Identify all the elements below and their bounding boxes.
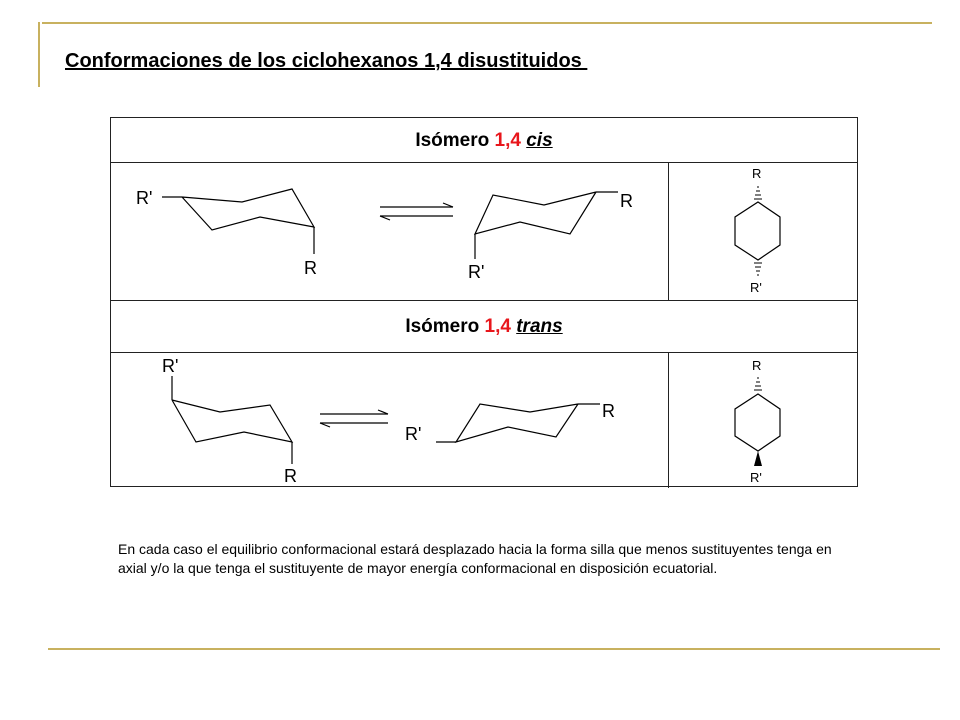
cis-header-kind: cis bbox=[526, 130, 553, 151]
trans-left-r-label: R bbox=[284, 466, 297, 486]
slide-title: Conformaciones de los ciclohexanos 1,4 disustituidos bbox=[65, 50, 588, 72]
trans-header-prefix: Isómero bbox=[405, 316, 485, 337]
trans-equilibrium-arrowhead-reverse bbox=[320, 423, 330, 427]
trans-chair-left-ring bbox=[172, 400, 292, 442]
cis-left-r-label: R bbox=[304, 258, 317, 278]
frame-bottom-rule bbox=[48, 648, 940, 650]
trans-isomer-header bbox=[111, 306, 857, 348]
cis-isomer-header bbox=[111, 120, 857, 162]
trans-equilibrium-arrowhead-forward bbox=[378, 410, 388, 414]
cis-equilibrium-arrowhead-reverse bbox=[380, 216, 390, 220]
cis-chair-left-ring bbox=[182, 189, 314, 230]
trans-chair-equilibrium bbox=[110, 352, 667, 488]
frame-left-rule bbox=[38, 22, 40, 87]
cis-hexagon-rprime-label: R' bbox=[750, 280, 762, 295]
trans-hexagon-rprime-label: R' bbox=[750, 470, 762, 485]
trans-right-rprime-label: R' bbox=[405, 424, 422, 444]
cis-chair-right-ring bbox=[475, 192, 596, 234]
cis-hexagon-structure bbox=[668, 162, 858, 300]
trans-header-kind: trans bbox=[516, 316, 563, 337]
trans-header-number: 1,4 bbox=[484, 316, 511, 337]
trans-hexagon-ring bbox=[735, 394, 780, 451]
trans-hexagon-structure bbox=[668, 352, 858, 488]
cis-equilibrium-arrowhead-forward bbox=[443, 203, 453, 207]
trans-left-rprime-label: R' bbox=[162, 356, 179, 376]
cis-right-r-label: R bbox=[620, 191, 633, 211]
cis-header-number: 1,4 bbox=[494, 130, 521, 151]
trans-chair-right-ring bbox=[456, 404, 578, 442]
table-divider bbox=[111, 300, 857, 301]
cis-chair-equilibrium bbox=[110, 162, 667, 300]
cis-left-rprime-label: R' bbox=[136, 188, 153, 208]
explanation-note: En cada caso el equilibrio conformacional estará desplazado hacia la forma silla que menos sustituyentes tenga en axial y/o la que tenga el sustituyente de mayor energía conformacional en disposición ecuatorial. bbox=[118, 541, 832, 576]
cis-header-prefix: Isómero bbox=[415, 130, 495, 151]
cis-hexagon-r-label: R bbox=[752, 166, 762, 181]
trans-hexagon-r-label: R bbox=[752, 358, 762, 373]
cis-hexagon-ring bbox=[735, 202, 780, 260]
cis-right-rprime-label: R' bbox=[468, 262, 485, 282]
frame-top-rule bbox=[42, 22, 932, 24]
trans-hexagon-wedge-bond bbox=[754, 451, 762, 466]
trans-right-r-label: R bbox=[602, 401, 615, 421]
